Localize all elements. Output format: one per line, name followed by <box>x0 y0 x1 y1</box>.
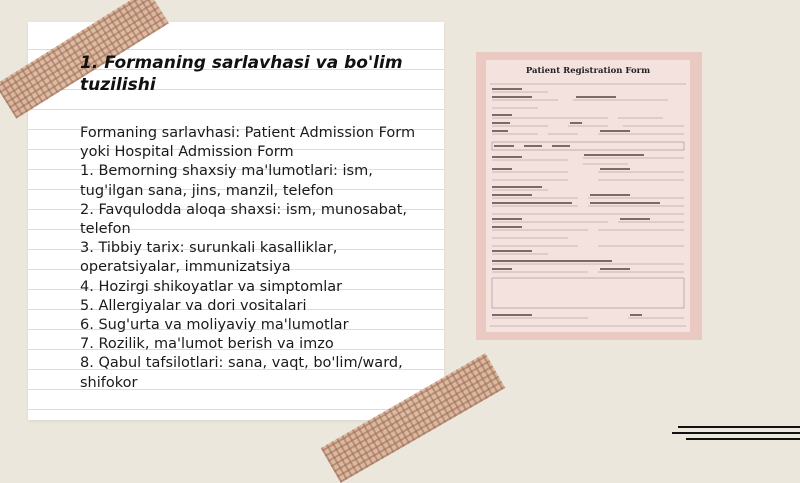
form-image-title: Patient Registration Form <box>525 66 651 76</box>
decorative-lines <box>672 424 800 444</box>
body-line: 4. Hozirgi shikoyatlar va simptomlar <box>80 278 343 295</box>
registration-form-image <box>486 60 690 332</box>
form-field-lines <box>488 80 688 330</box>
body-line: 6. Sug'urta va moliyaviy ma'lumotlar <box>80 317 349 334</box>
body-line: 3. Tibbiy tarix: surunkali kasalliklar, operatsiyalar, immunizatsiya <box>80 240 338 276</box>
body-line: 7. Rozilik, ma'lumot berish va imzo <box>80 336 334 353</box>
body-line: 5. Allergiyalar va dori vositalari <box>80 297 307 314</box>
body-line: 1. Bemorning shaxsiy ma'lumotlari: ism, tug'ilgan sana, jins, manzil, telefon <box>80 163 373 199</box>
slide-body <box>80 124 430 393</box>
body-line: Formaning sarlavhasi: Patient Admission Form yoki Hospital Admission Form <box>80 125 416 161</box>
slide-title: 1. Formaning sarlavhasi va bo'lim tuzilishi <box>80 53 403 95</box>
body-line: 8. Qabul tafsilotlari: sana, vaqt, bo'lim/ward, shifokor <box>80 355 403 391</box>
body-line: 2. Favqulodda aloqa shaxsi: ism, munosabat, telefon <box>80 201 408 238</box>
